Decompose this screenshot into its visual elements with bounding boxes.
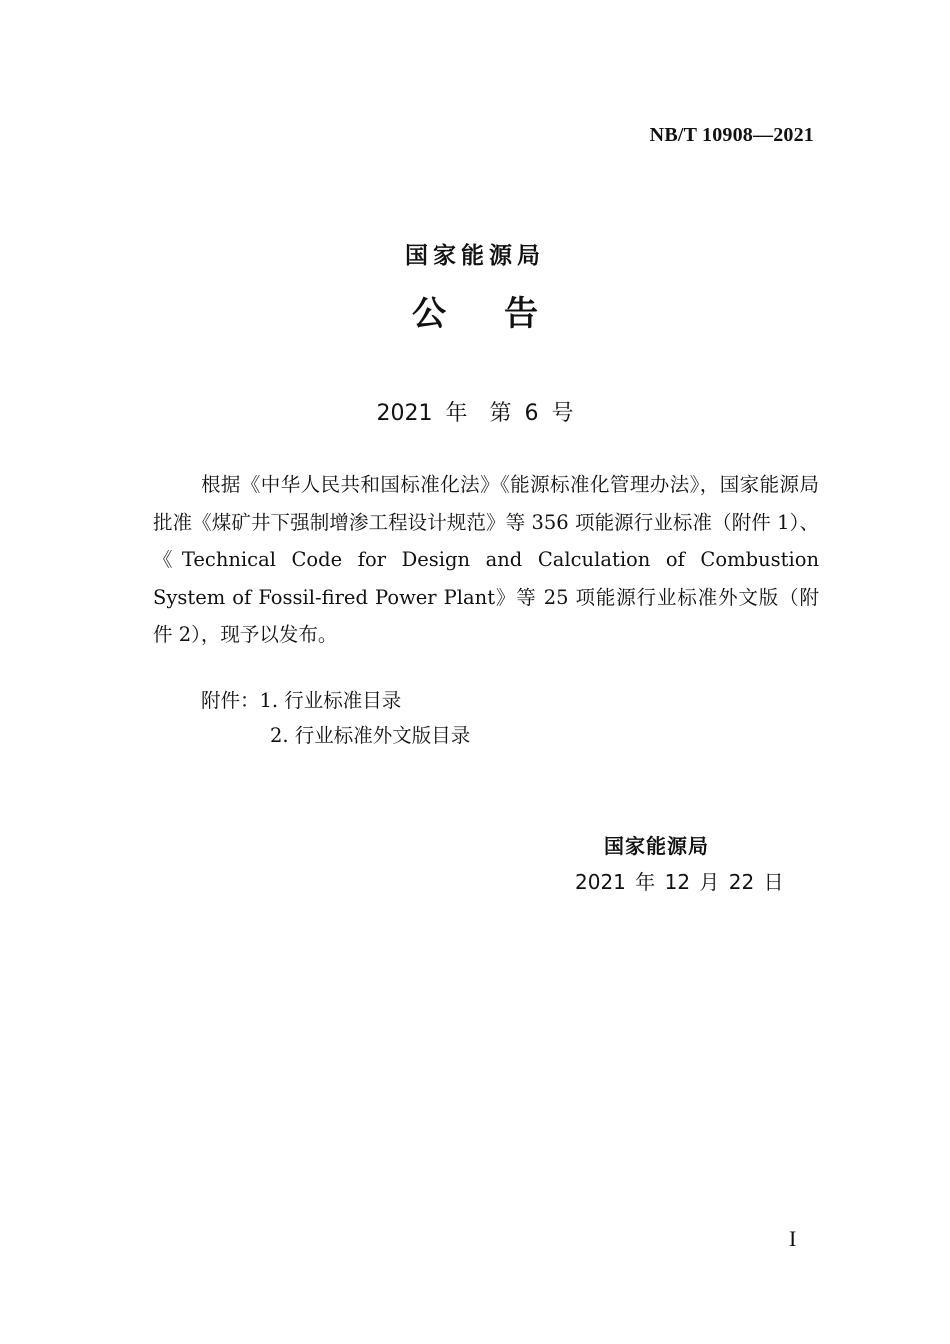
issue-number: 2021 年 第 6 号 — [376, 401, 574, 426]
attachment-item-2: 2. 行业标准外文版目录 — [270, 724, 471, 747]
announcement-body: 根据《中华人民共和国标准化法》《能源标准化管理办法》，国家能源局批准《煤矿井下强制增渗工程设计规范》等 356 项能源行业标准（附件 1）、《Technical Code for Design and Calculation of Combustion System of Fossil-fired Power Plant》等 25 项能源行业标准外文版（附件 2），现予以发布。 — [153, 473, 819, 646]
issuer-heading: 国家能源局 — [405, 243, 545, 269]
attachment-item-1: 附件：1. 行业标准目录 — [201, 689, 402, 712]
standard-number: NB/T 10908—2021 — [649, 124, 814, 146]
announcement-title: 公告 — [412, 294, 596, 334]
signature-date: 2021 年 12 月 22 日 — [575, 870, 784, 894]
signature-organization: 国家能源局 — [604, 834, 709, 858]
page-number: I — [789, 1226, 797, 1251]
